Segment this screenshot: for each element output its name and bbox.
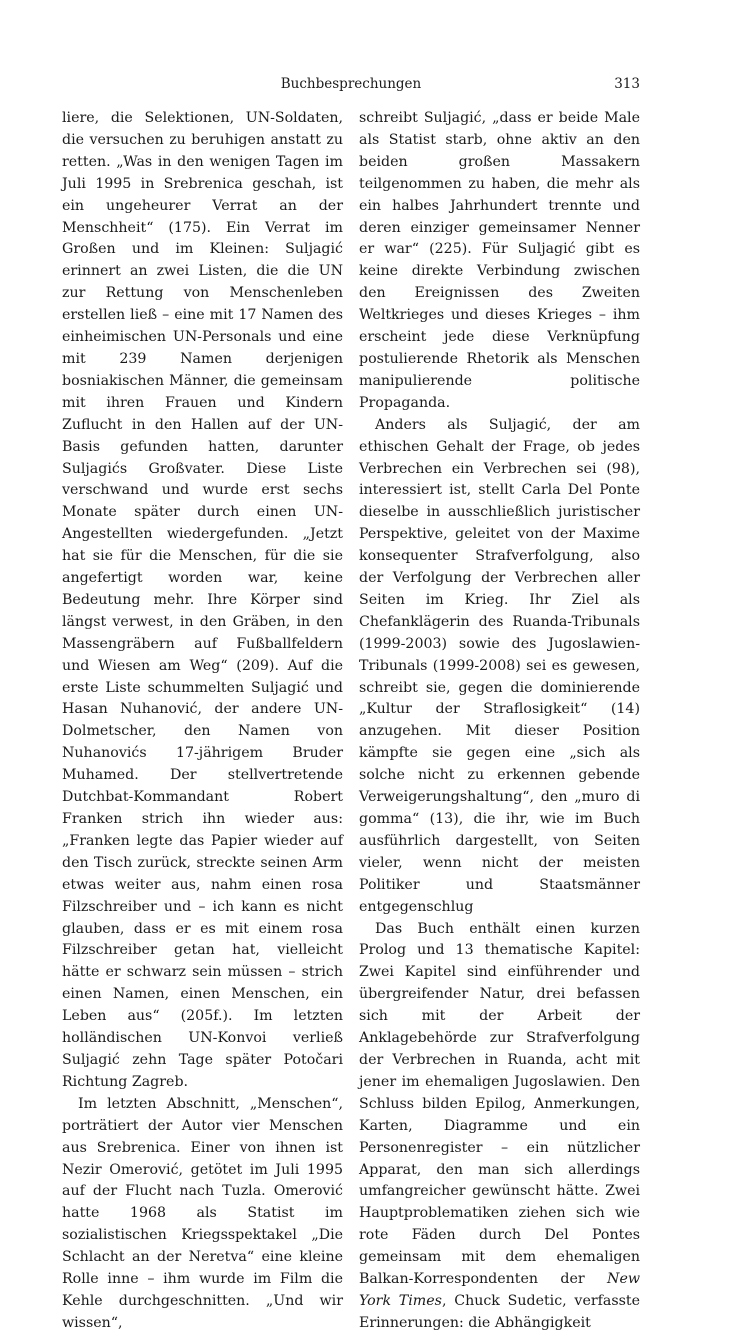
running-title: Buchbesprechungen bbox=[280, 76, 422, 92]
paragraph-text: , Chuck Sudetic, verfasste Erinnerungen: die Abhängigkeit bbox=[359, 1292, 640, 1331]
paragraph: Im letzten Abschnitt, „Menschen“, porträtiert der Autor vier Menschen aus Srebrenica. Einer von ihnen ist Nezir Omerović, getötet im Juli 1995 auf der Flucht nach Tuzla. Omerović hatte 1968 als Statist im sozialistischen Kriegsspektakel „Die Schlacht an der Neretva“ eine kleine Rolle inne – ihm wurde im Film die Kehle durchgeschnitten. „Und wir wissen“, bbox=[62, 1095, 343, 1331]
page-number: 313 bbox=[614, 76, 640, 92]
paragraph-text: Das Buch enthält einen kurzen Prolog und 13 thematische Kapitel: Zwei Kapitel sind einführender und übergreifender Natur, drei befassen sich mit der Arbeit der Anklagebehörde zur Strafverfolgung der Verbrechen in Ruanda, acht mit jener im ehemaligen Jugoslawien. Den Schluss bilden Epilog, Anmerkungen, Karten, Diagramme und ein Personenregister – ein nützlicher Apparat, den man sich allerdings umfangreicher gewünscht hätte. Zwei Hauptproblematiken ziehen sich wie rote Fäden durch Del Pontes gemeinsam mit dem ehemaligen Balkan-Korrespondenten der bbox=[359, 920, 640, 1288]
page-header bbox=[62, 76, 640, 96]
right-column bbox=[359, 108, 640, 1335]
left-column bbox=[62, 108, 343, 1335]
newspaper-title: New York Times bbox=[359, 1271, 640, 1309]
paragraph: Anders als Suljagić, der am ethischen Gehalt der Frage, ob jedes Verbrechen ein Verbrechen sei (98), interessiert ist, stellt Carla Del Ponte dieselbe in ausschließlich juristischer Perspektive, geleitet von der Maxime konsequenter Strafverfolgung, also der Verfolgung der Verbrechen aller Seiten im Krieg. Ihr Ziel als Chefanklägerin des Ruanda-Tribunals (1999-2003) sowie des Jugoslawien-Tribunals (1999-2008) sei es gewesen, schreibt sie, gegen die dominierende „Kultur der Straflosigkeit“ (14) anzugehen. Mit dieser Position kämpfte sie gegen eine „sich als solche nicht zu erkennen gebende Verweigerungshaltung“, den „muro di gomma“ (13), die ihr, wie im Buch ausführlich dargestellt, von Seiten vieler, wenn nicht der meisten Politiker und Staatsmänner entgegenschlug bbox=[359, 416, 640, 915]
paragraph: liere, die Selektionen, UN-Soldaten, die versuchen zu beruhigen anstatt zu retten. „Was in den wenigen Tagen im Juli 1995 in Srebrenica geschah, ist ein ungeheurer Verrat an der Menschheit“ (175). Ein Verrat im Großen und im Kleinen: Suljagić erinnert an zwei Listen, die die UN zur Rettung von Menschenleben erstellen ließ – eine mit 17 Namen des einheimischen UN-Personals und eine mit 239 Namen derjenigen bosniakischen Männer, die gemeinsam mit ihren Frauen und Kindern Zuflucht in den Hallen auf der UN-Basis gefunden hatten, darunter Suljagićs Großvater. Diese Liste verschwand und wurde erst sechs Monate später durch einen UN-Angestellten wiedergefunden. „Jetzt hat sie für die Menschen, für die sie angefertigt worden war, keine Bedeutung mehr. Ihre Körper sind längst verwest, in den Gräben, in den Massengräbern auf Fußballfeldern und Wiesen am Weg“ (209). Auf die erste Liste schummelten Suljagić und Hasan Nuhanović, der andere UN-Dolmetscher, den Namen von Nuhanovićs 17-jährigem Bruder Muhamed. Der stellvertretende Dutchbat-Kommandant Robert Franken strich ihn wieder aus: „Franken legte das Papier wieder auf den Tisch zurück, streckte seinen Arm etwas weiter aus, nahm einen rosa Filzschreiber und – ich kann es nicht glauben, dass er es mit einem rosa Filzschreiber getan hat, vielleicht hätte er schwarz sein müssen – strich einen Namen, einen Menschen, ein Leben aus“ (205f.). Im letzten holländischen UN-Konvoi verließ Suljagić zehn Tage später Potočari Richtung Zagreb. bbox=[62, 110, 343, 1090]
paragraph bbox=[359, 919, 640, 1335]
paragraph: schreibt Suljagić, „dass er beide Male als Statist starb, ohne aktiv an den beiden großen Massakern teilgenommen zu haben, die mehr als ein halbes Jahrhundert trennte und deren einziger gemeinsamer Nenner er war“ (225). Für Suljagić gibt es keine direkte Verbindung zwischen den Ereignissen des Zweiten Weltkrieges und dieses Krieges – ihm erscheint jede diese Verknüpfung postulierende Rhetorik als Menschen manipulierende politische Propaganda. bbox=[359, 110, 640, 411]
